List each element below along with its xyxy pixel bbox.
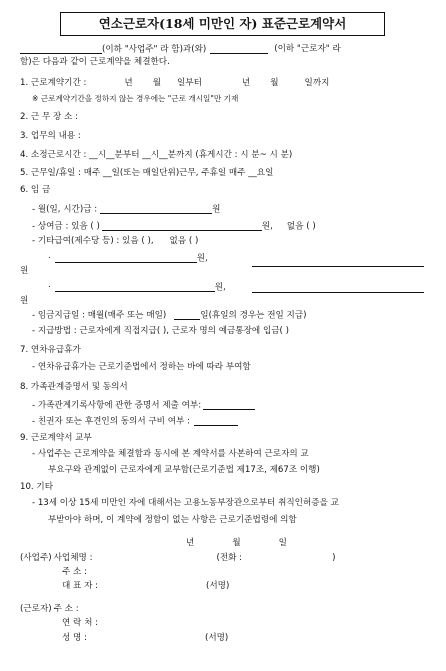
annual-leave-line: - 연차유급휴가는 근로기준법에서 정하는 바에 따라 부여함 [32, 362, 251, 372]
monthly-wage-unit: 원 [212, 204, 221, 215]
wages-heading: 6. 임 금 [20, 185, 51, 195]
contract-delivery-line-1: - 사업주는 근로계약을 체결함과 동시에 본 계약서를 사본하여 근로자의 교 [32, 449, 309, 459]
other-line-2: 부받아야 하며, 이 계약에 정함이 없는 사항은 근로기준법령에 의함 [48, 515, 297, 525]
intro-line-2: 함)은 다음과 같이 근로계약을 체결한다. [20, 57, 170, 67]
bonus-none: 없음 ( ) [286, 221, 316, 232]
employer-rep-line [62, 582, 229, 591]
phone-close: ) [332, 553, 336, 563]
family-cert-line [32, 400, 255, 410]
intro-worker-text: (이하 "근로자" 라 [274, 44, 341, 55]
business-name-label: 사업체명 : [53, 553, 93, 563]
intro-employer-text: (이하 "사업주" 라 함)과(와) [102, 44, 207, 55]
working-hours-line: 4. 소정근로시간 : __시__분부터 __시__분까지 (휴게시간 : 시 분~ 시 분) [20, 150, 293, 160]
end-day: 일까지 [304, 78, 330, 88]
bullet: · [48, 253, 51, 264]
other-pay-item-1-blank [55, 253, 197, 263]
other-pay-item-1 [48, 253, 208, 263]
contract-delivery-line-2: 부요구와 관계없이 근로자에게 교부함(근로기준법 제17조, 제67조 이행) [48, 465, 320, 475]
payment-method-line: - 지급방법 : 근로자에게 직접지급( ), 근로자 명의 예금통장에 입금( ) [32, 326, 289, 336]
contract-period-note: ※ 근로계약기간을 정하지 않는 경우에는 "근로 개시일"만 기재 [32, 94, 239, 103]
guardian-consent-label: - 친권자 또는 후견인의 동의서 구비 여부 : [32, 416, 190, 427]
bonus-blank [102, 221, 262, 231]
employer-address-line: 주 소 : [62, 567, 87, 577]
start-month: 월 [152, 78, 161, 88]
payday-label: - 임금지급일 : 매월(매주 또는 매일) [32, 310, 167, 321]
other-pay-line [32, 237, 198, 246]
workdays-line: 5. 근무일/휴일 : 매주 __일(또는 매일단위)근무, 주휴일 매주 __요일 [20, 168, 274, 178]
sign-year: 년 [186, 538, 195, 548]
employer-name-blank [20, 44, 102, 54]
family-cert-heading: 8. 가족관계증명서 및 동의서 [20, 382, 128, 392]
worker-address-label: 주 소 : [53, 604, 79, 614]
worker-name-line [62, 634, 228, 643]
other-heading: 10. 기타 [20, 482, 54, 492]
other-pay-label: - 기타급여(제수당 등) : 있음 ( ), [32, 236, 154, 246]
sign-date [186, 539, 287, 548]
employer-signature: (서명) [206, 581, 230, 591]
payday-tail: 일(휴일의 경우는 전일 지급) [200, 310, 307, 321]
contract-period-line [20, 79, 329, 88]
bonus-label: - 상여금 : 있음 ( ) [32, 221, 100, 232]
worker-contact-line: 연 락 처 : [62, 618, 98, 628]
worker-name-label: 성 명 : [62, 633, 87, 643]
end-year: 년 [241, 78, 251, 88]
representative-label: 대 표 자 : [62, 581, 98, 591]
monthly-wage-label: - 월(일, 시간)급 : [32, 204, 98, 215]
end-month: 월 [270, 78, 279, 88]
other-line-1: - 13세 이상 15세 미만인 자에 대해서는 고용노동부장관으로부터 취직인허증을 교 [32, 498, 339, 508]
guardian-consent-line [32, 416, 238, 426]
annual-leave-heading: 7. 연차유급휴가 [20, 345, 81, 355]
other-pay-item-2-unit: 원, [214, 282, 226, 293]
worker-signature: (서명) [204, 633, 229, 643]
bonus-line [32, 221, 316, 231]
start-day: 일부터 [177, 78, 202, 88]
job-description-line: 3. 업무의 내용 : [20, 131, 81, 141]
other-pay-item-2-wrap: 원 [20, 296, 29, 306]
monthly-wage-blank [100, 204, 212, 214]
workplace-line: 2. 근 무 장 소 : [20, 112, 78, 122]
family-cert-blank [203, 400, 255, 410]
phone-label: (전화 : [216, 553, 243, 563]
monthly-wage-line [32, 204, 220, 214]
worker-address-line [20, 605, 79, 614]
other-pay-item-2 [48, 282, 226, 292]
payday-blank [174, 310, 200, 320]
bonus-unit: 원, [261, 221, 273, 232]
sign-month: 월 [232, 538, 241, 548]
employer-role-label: (사업주) [20, 553, 52, 563]
worker-role-label: (근로자) [20, 604, 52, 614]
contract-delivery-heading: 9. 근로계약서 교부 [20, 433, 92, 443]
other-pay-item-1-wrap: 원 [20, 266, 29, 276]
other-pay-none: 없음 ( ) [169, 236, 199, 246]
bullet: · [48, 282, 51, 293]
other-pay-item-1-extend-line [252, 266, 424, 267]
other-pay-item-1-unit: 원, [196, 253, 208, 264]
sign-day: 일 [278, 538, 287, 548]
worker-name-blank [210, 44, 268, 54]
other-pay-item-2-extend-line [252, 292, 424, 293]
document-title: 연소근로자(18세 미만인 자) 표준근로계약서 [60, 12, 385, 36]
other-pay-item-2-blank [55, 282, 215, 292]
contract-period-label: 1. 근로계약기간 : [20, 78, 87, 88]
intro-line-1 [20, 44, 341, 54]
payday-line [32, 310, 307, 320]
guardian-consent-blank [194, 416, 238, 426]
start-year: 년 [124, 78, 133, 88]
family-cert-label: - 가족관계기록사항에 관한 증명서 제출 여부: [32, 400, 202, 411]
employer-business-line [20, 554, 335, 563]
